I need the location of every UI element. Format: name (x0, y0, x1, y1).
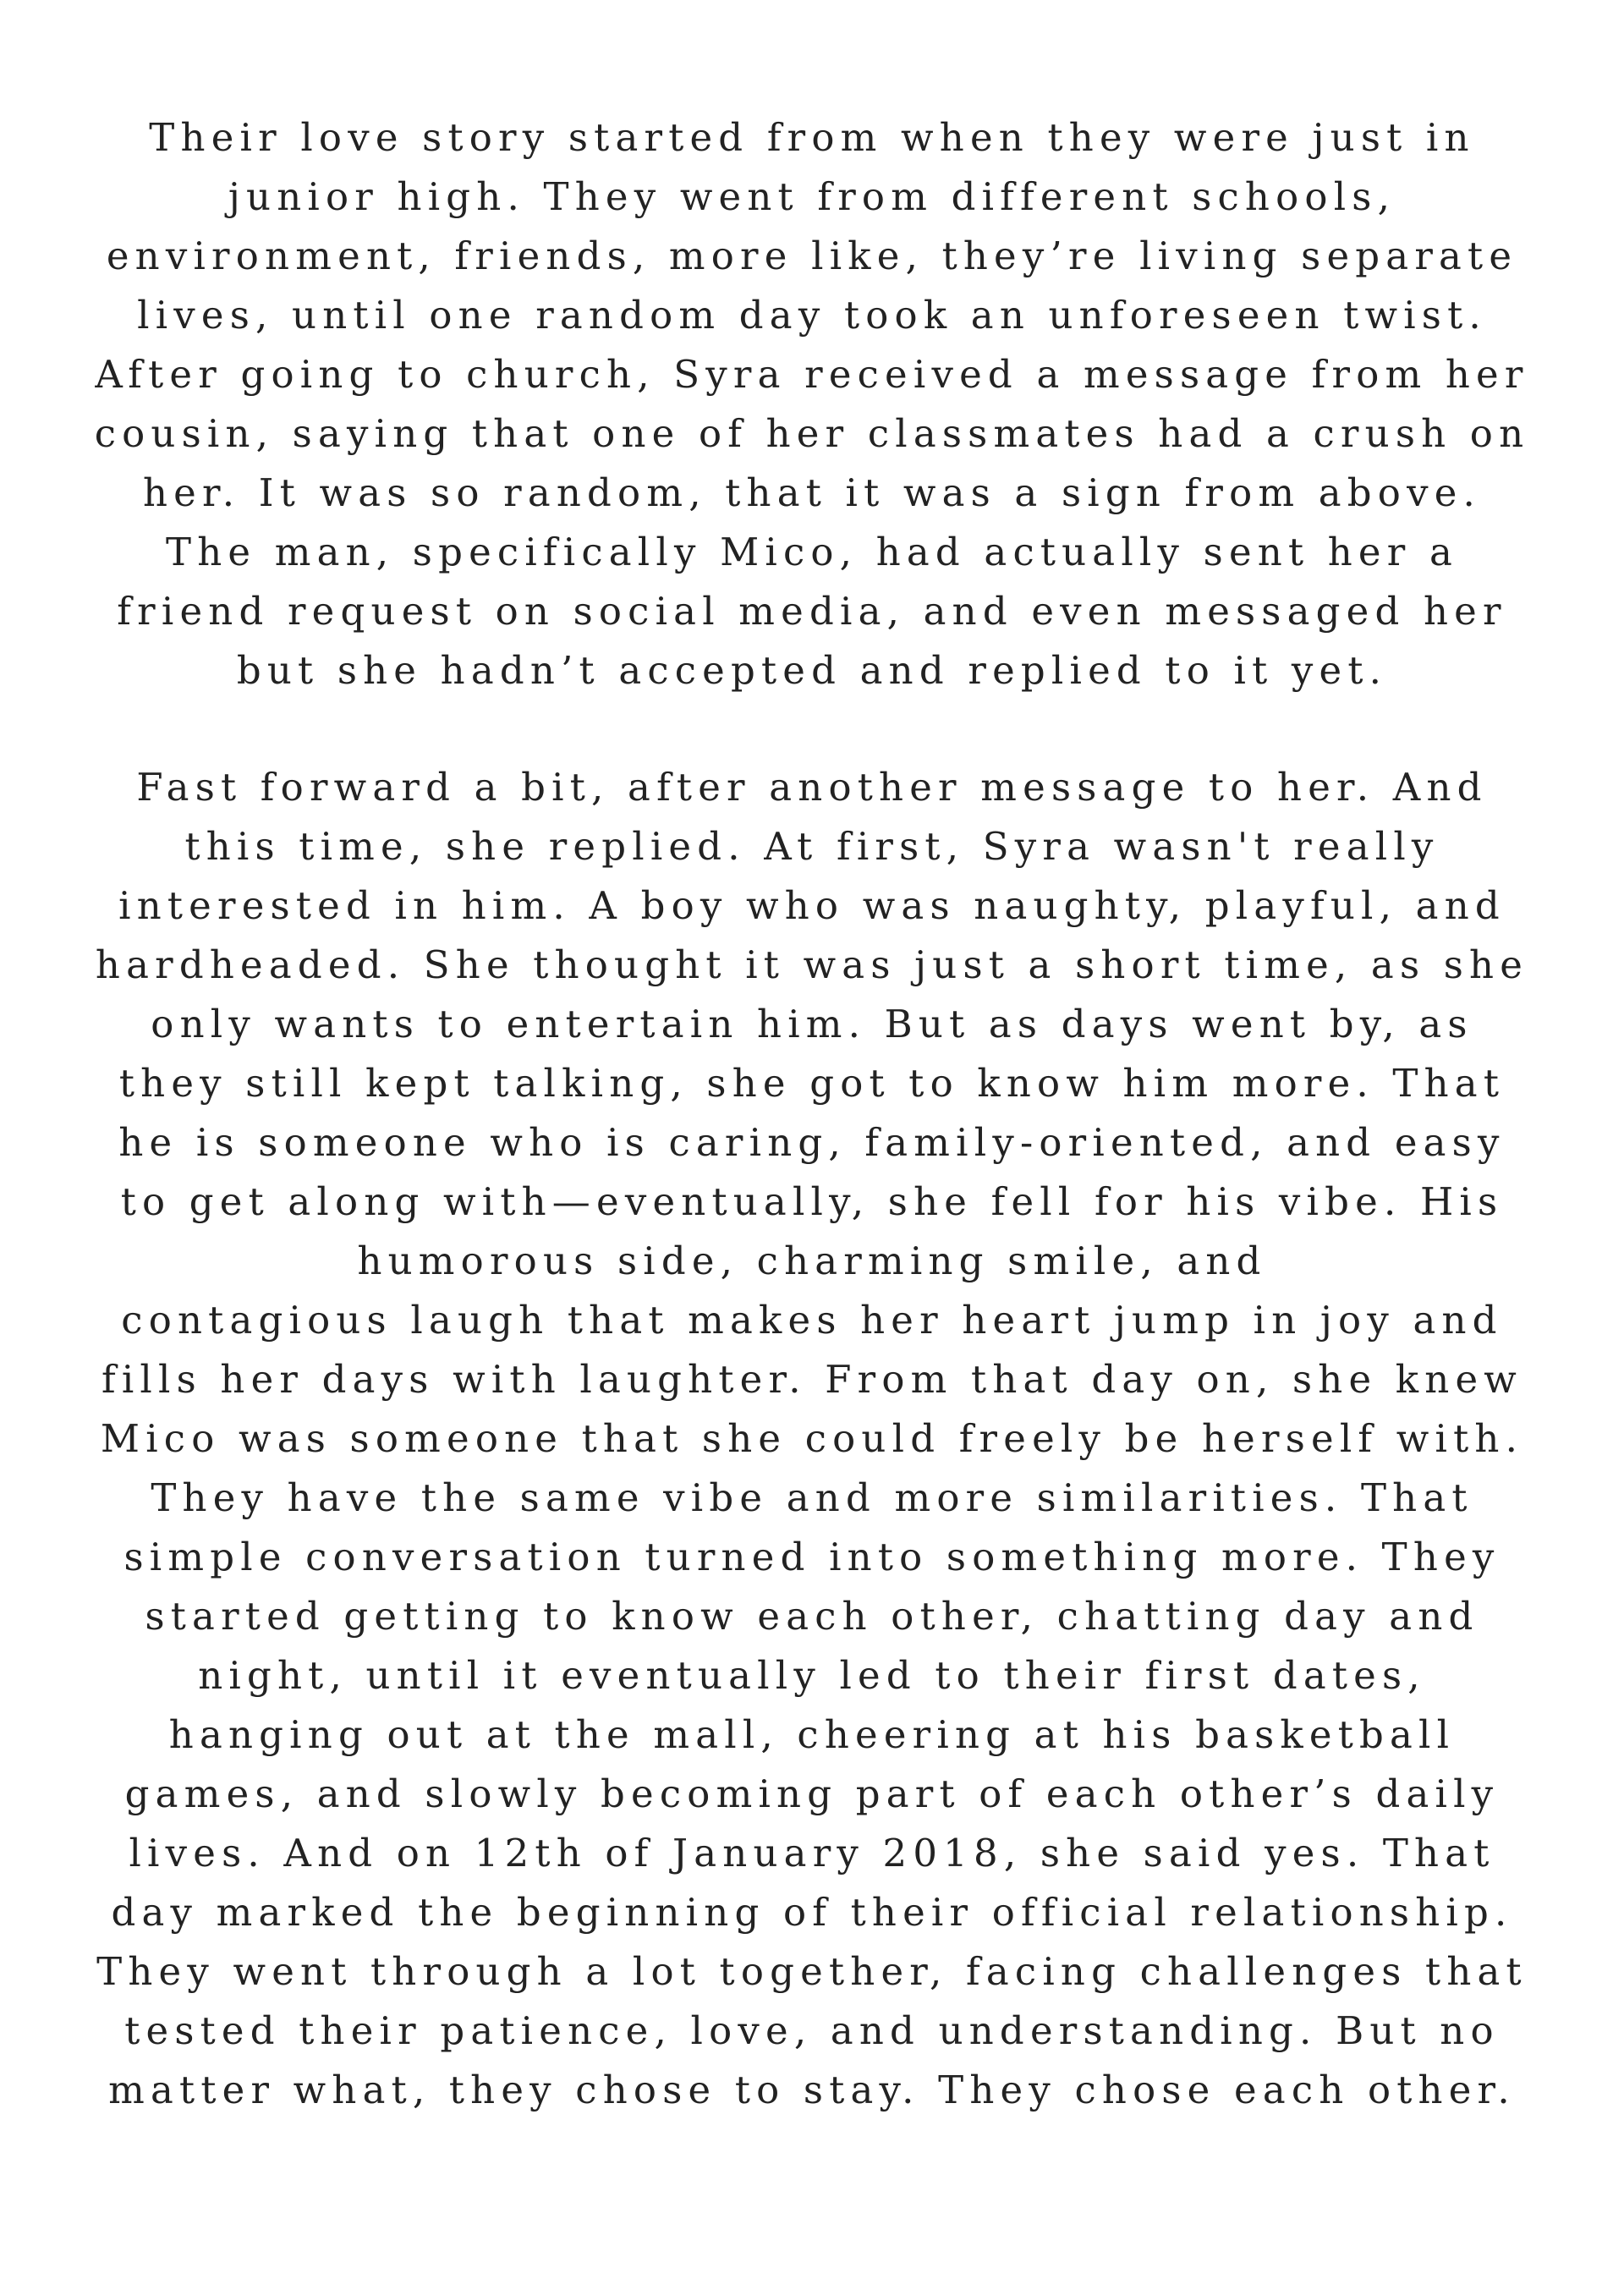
text-line: cousin, saying that one of her classmates had a crush on (94, 411, 1530, 456)
text-line: lives. And on 12th of January 2018, she said yes. That (129, 1831, 1495, 1875)
story-paragraph-2 (59, 758, 1565, 2120)
text-line: but she hadn’t accepted and replied to it yet. (236, 648, 1388, 693)
text-line: started getting to know each other, chatting day and (145, 1594, 1479, 1639)
text-line: After going to church, Syra received a message from her (95, 352, 1529, 397)
text-line: They have the same vibe and more similarities. That (151, 1475, 1473, 1520)
text-line: her. It was so random, that it was a sign from above. (142, 470, 1482, 515)
text-line: lives, until one random day took an unforeseen twist. (137, 293, 1487, 338)
text-line: they still kept talking, she got to know him more. That (118, 1061, 1506, 1106)
text-line: humorous side, charming smile, and (357, 1238, 1267, 1283)
text-line: contagious laugh that makes her heart jump in joy and (121, 1298, 1503, 1343)
text-line: The man, specifically Mico, had actually sent her a (165, 530, 1458, 574)
story-paragraph-1 (59, 108, 1565, 700)
text-line: matter what, they chose to stay. They chose each other. (108, 2068, 1516, 2112)
text-line: he is someone who is caring, family-oriented, and easy (118, 1120, 1506, 1165)
text-line: only wants to entertain him. But as days went by, as (151, 1002, 1473, 1046)
text-line: day marked the beginning of their official relationship. (111, 1890, 1513, 1935)
text-line: fills her days with laughter. From that day on, she knew (101, 1357, 1522, 1402)
text-line: environment, friends, more like, they’re living separate (106, 233, 1518, 278)
text-line: this time, she replied. At first, Syra wasn't really (184, 824, 1440, 869)
text-line: interested in him. A boy who was naughty, playful, and (118, 883, 1506, 928)
text-line: friend request on social media, and even messaged her (117, 589, 1507, 634)
text-line: They went through a lot together, facing challenges that (96, 1949, 1528, 1994)
text-line: junior high. They went from different schools, (228, 174, 1396, 219)
text-line: night, until it eventually led to their first dates, (198, 1653, 1426, 1698)
text-line: hanging out at the mall, cheering at his basketball (168, 1712, 1456, 1757)
text-line: to get along with—eventually, she fell for his vibe. His (120, 1179, 1504, 1224)
text-line: hardheaded. She thought it was just a short time, as she (95, 942, 1529, 987)
text-line: Fast forward a bit, after another message to her. And (136, 765, 1488, 810)
text-line: tested their patience, love, and understanding. But no (124, 2008, 1500, 2053)
text-line: games, and slowly becoming part of each other’s daily (124, 1771, 1500, 1816)
text-line: Their love story started from when they were just in (149, 115, 1475, 160)
text-line: simple conversation turned into something more. They (123, 1535, 1501, 1579)
text-line: Mico was someone that she could freely be herself with. (100, 1416, 1524, 1461)
